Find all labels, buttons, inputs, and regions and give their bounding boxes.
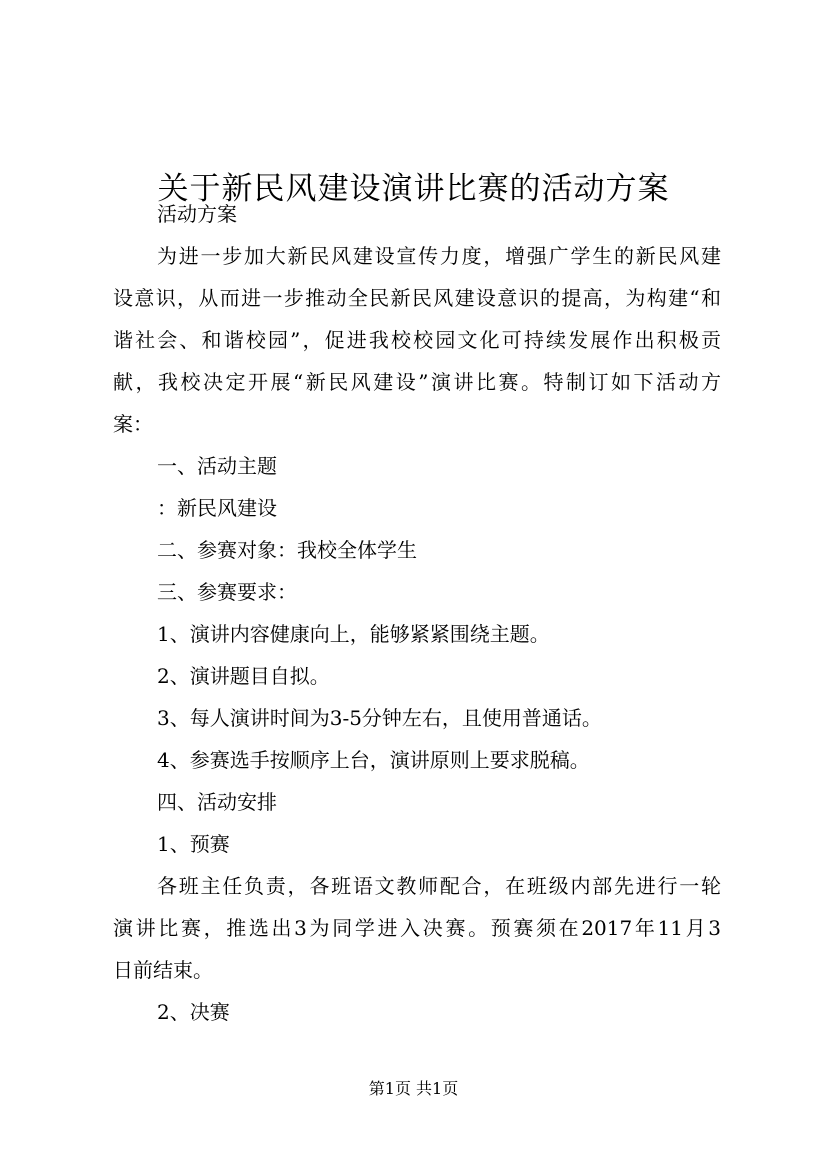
paragraph-line: 谐社会、和谐校园”，促进我校校园文化可持续发展作出积极贡 <box>113 328 721 352</box>
section-heading: 三、参赛要求： <box>157 580 297 604</box>
list-item: 2、决赛 <box>157 1000 230 1024</box>
paragraph-line: ：新民风建设 <box>157 496 277 520</box>
list-item: 2、演讲题目自拟。 <box>157 664 330 688</box>
document-title: 关于新民风建设演讲比赛的活动方案 <box>157 170 670 207</box>
section-heading: 四、活动安排 <box>157 790 277 814</box>
section-heading: 一、活动主题 <box>157 454 277 478</box>
list-item: 3、每人演讲时间为3-5分钟左右，且使用普通话。 <box>157 706 602 730</box>
paragraph-line: 案： <box>113 412 153 436</box>
list-item: 1、演讲内容健康向上，能够紧紧围绕主题。 <box>157 622 550 646</box>
list-item: 1、预赛 <box>157 832 230 856</box>
paragraph-line: 演讲比赛，推选出3为同学进入决赛。预赛须在2017年11月3 <box>113 916 721 940</box>
paragraph-line: 献，我校决定开展“新民风建设”演讲比赛。特制订如下活动方 <box>113 370 721 394</box>
section-heading: 二、参赛对象：我校全体学生 <box>157 538 417 562</box>
paragraph-line: 日前结束。 <box>113 958 213 982</box>
paragraph-line: 为进一步加大新民风建设宣传力度，增强广学生的新民风建 <box>157 244 721 268</box>
list-item: 4、参赛选手按顺序上台，演讲原则上要求脱稿。 <box>157 748 590 772</box>
paragraph-line: 设意识，从而进一步推动全民新民风建设意识的提高，为构建“和 <box>113 286 721 310</box>
page-footer: 第1页 共1页 <box>368 1079 459 1098</box>
paragraph-line: 各班主任负责，各班语文教师配合，在班级内部先进行一轮 <box>157 874 721 898</box>
paragraph-line: 活动方案 <box>157 202 237 226</box>
